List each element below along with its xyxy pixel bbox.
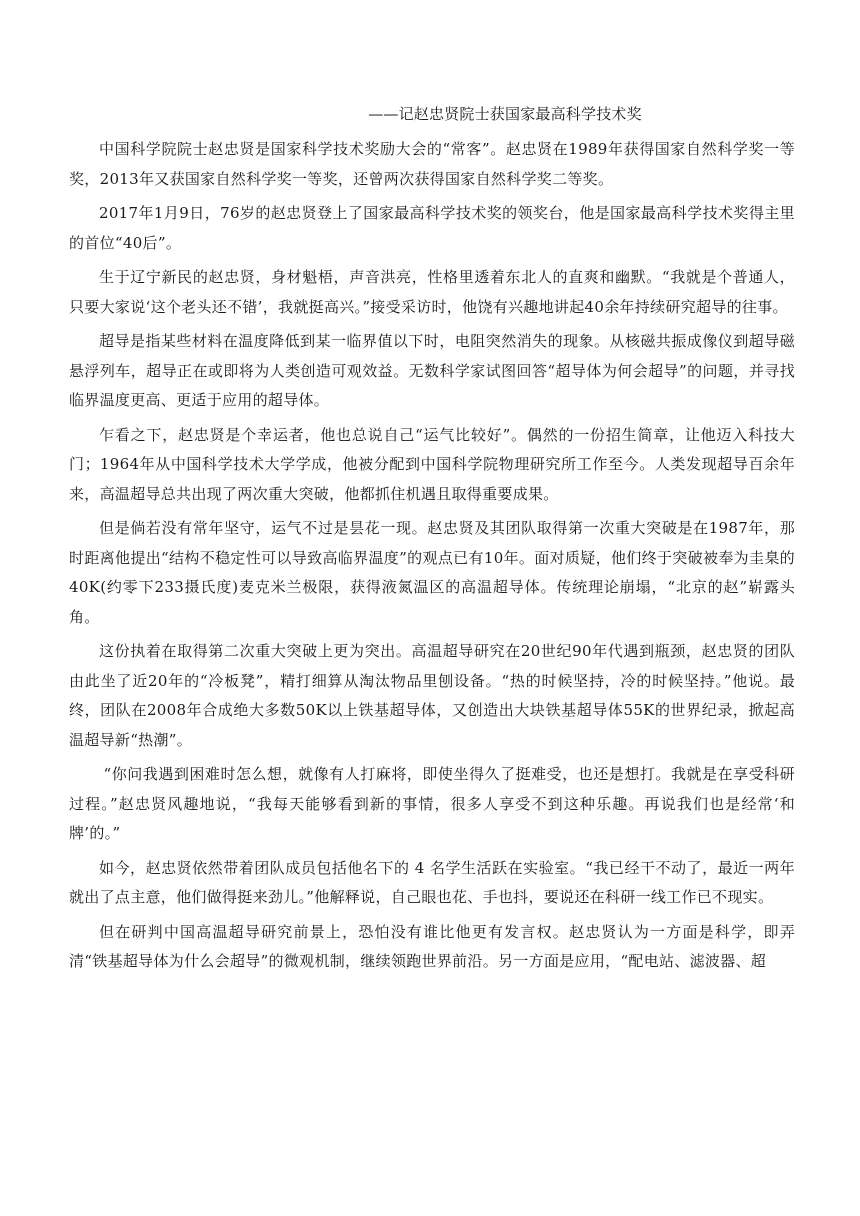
paragraph-5: 乍看之下，赵忠贤是个幸运者，他也总说自己“运气比较好”。偶然的一份招生简章，让他迈入科技大门；1964年从中国科学技术大学学成，他被分配到中国科学院物理研究所工作至今。人类发现超导百余年来，高温超导总共出现了两次重大突破，他都抓住机遇且取得重要成果。 bbox=[69, 425, 795, 503]
article-subtitle: ——记赵忠贤院士获国家最高科学技术奖 bbox=[368, 105, 642, 123]
paragraph-3: 生于辽宁新民的赵忠贤，身材魁梧，声音洪亮，性格里透着东北人的直爽和幽默。“我就是个普通人，只要大家说‘这个老头还不错’，我就挺高兴。”接受采访时，他饶有兴趣地讲起40余年持续研究超导的往事。 bbox=[69, 268, 795, 316]
document-page bbox=[69, 104, 795, 982]
paragraph-6: 但是倘若没有常年坚守，运气不过是昙花一现。赵忠贤及其团队取得第一次重大突破是在1987年，那时距离他提出“结构不稳定性可以导致高临界温度”的观点已有10年。面对质疑，他们终于突破被奉为圭臬的40K(约零下233摄氏度)麦克米兰极限，获得液氮温区的高温超导体。传统理论崩塌，“北京的赵”崭露头角。 bbox=[69, 519, 795, 626]
paragraph-10: 但在研判中国高温超导研究前景上，恐怕没有谁比他更有发言权。赵忠贤认为一方面是科学，即弄清“铁基超导体为什么会超导”的微观机制，继续领跑世界前沿。另一方面是应用，“配电站、滤波器、超 bbox=[69, 922, 795, 970]
paragraph-2: 2017年1月9日，76岁的赵忠贤登上了国家最高科学技术奖的领奖台，他是国家最高科学技术奖得主里的首位“40后”。 bbox=[69, 204, 795, 252]
paragraph-4: 超导是指某些材料在温度降低到某一临界值以下时，电阻突然消失的现象。从核磁共振成像仪到超导磁悬浮列车，超导正在或即将为人类创造可观效益。无数科学家试图回答“超导体为何会超导”的问题，并寻找临界温度更高、更适于应用的超导体。 bbox=[69, 332, 795, 409]
paragraph-1: 中国科学院院士赵忠贤是国家科学技术奖励大会的“常客”。赵忠贤在1989年获得国家自然科学奖一等奖，2013年又获国家自然科学奖一等奖，还曾两次获得国家自然科学奖二等奖。 bbox=[69, 140, 795, 188]
paragraph-8: “你问我遇到困难时怎么想，就像有人打麻将，即使坐得久了挺难受，也还是想打。我就是在享受科研过程。”赵忠贤风趣地说，“我每天能够看到新的事情，很多人享受不到这种乐趣。再说我们也是经常‘和牌’的。” bbox=[69, 765, 795, 842]
paragraph-9: 如今，赵忠贤依然带着团队成员包括他名下的 4 名学生活跃在实验室。“我已经干不动了，最近一两年就出了点主意，他们做得挺来劲儿。”他解释说，自己眼也花、手也抖，要说还在科研一线工作已不现实。 bbox=[69, 858, 795, 906]
paragraph-7: 这份执着在取得第二次重大突破上更为突出。高温超导研究在20世纪90年代遇到瓶颈，赵忠贤的团队由此坐了近20年的“冷板凳”，精打细算从淘汰物品里刨设备。“热的时候坚持，冷的时候坚持。”他说。最终，团队在2008年合成绝大多数50K以上铁基超导体，又创造出大块铁基超导体55K的世界纪录，掀起高温超导新“热潮”。 bbox=[69, 642, 795, 749]
